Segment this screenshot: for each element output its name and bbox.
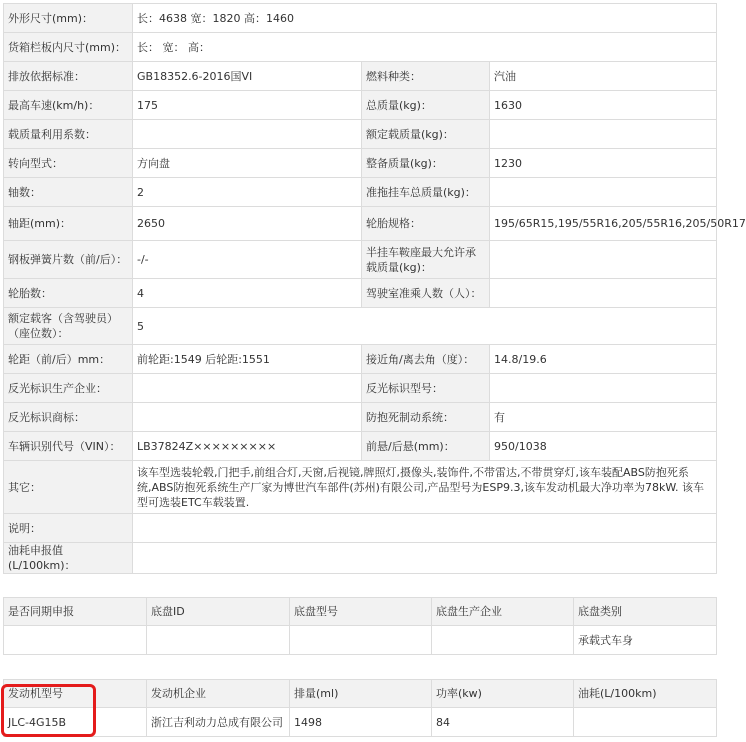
spec-label: 半挂车鞍座最大允许承载质量(kg)： bbox=[362, 241, 490, 279]
spec-label: 钢板弹簧片数（前/后）： bbox=[4, 241, 133, 279]
engine-header-fuel: 油耗(L/100km) bbox=[574, 680, 717, 708]
spec-label: 接近角/离去角（度）： bbox=[362, 345, 490, 374]
spec-row bbox=[4, 178, 717, 207]
spec-label: 反光标识商标： bbox=[4, 403, 133, 432]
spec-value: 195/65R15,195/55R16,205/55R16,205/50R17 bbox=[490, 207, 717, 241]
chassis-header-maker: 底盘生产企业 bbox=[432, 598, 574, 626]
spec-value bbox=[133, 374, 362, 403]
chassis-type-value: 承载式车身 bbox=[574, 626, 717, 655]
spec-value bbox=[133, 514, 717, 543]
spec-row bbox=[4, 91, 717, 120]
spec-label: 最高车速(km/h)： bbox=[4, 91, 133, 120]
chassis-table bbox=[3, 597, 717, 655]
spec-row bbox=[4, 461, 717, 514]
engine-displacement-value: 1498 bbox=[290, 708, 432, 737]
spec-value: 5 bbox=[133, 308, 717, 345]
spec-row bbox=[4, 120, 717, 149]
spec-label: 总质量(kg)： bbox=[362, 91, 490, 120]
spec-label: 说明： bbox=[4, 514, 133, 543]
spec-value: 2 bbox=[133, 178, 362, 207]
spec-value: LB37824Z××××××××× bbox=[133, 432, 362, 461]
chassis-header-sync: 是否同期申报 bbox=[4, 598, 147, 626]
spec-label: 货箱栏板内尺寸(mm)： bbox=[4, 33, 133, 62]
spec-label: 外形尺寸(mm)： bbox=[4, 4, 133, 33]
spec-row bbox=[4, 207, 717, 241]
spec-value: -/- bbox=[133, 241, 362, 279]
spec-label: 整备质量(kg)： bbox=[362, 149, 490, 178]
spec-row bbox=[4, 279, 717, 308]
spec-label: 额定载质量(kg)： bbox=[362, 120, 490, 149]
spec-value: 方向盘 bbox=[133, 149, 362, 178]
spec-label: 驾驶室准乘人数（人）： bbox=[362, 279, 490, 308]
chassis-id-value bbox=[147, 626, 290, 655]
spec-label: 油耗申报值(L/100km)： bbox=[4, 543, 133, 574]
spec-value bbox=[490, 241, 717, 279]
spec-value bbox=[133, 403, 362, 432]
spec-label: 轴距(mm)： bbox=[4, 207, 133, 241]
vehicle-spec-table bbox=[3, 3, 746, 574]
spec-row bbox=[4, 4, 717, 33]
spec-row bbox=[4, 543, 717, 574]
spec-row bbox=[4, 149, 717, 178]
spec-label: 轮距（前/后）mm： bbox=[4, 345, 133, 374]
spec-value: 长：4638 宽：1820 高：1460 bbox=[133, 4, 717, 33]
spec-row bbox=[4, 62, 717, 91]
spec-label: 准拖挂车总质量(kg)： bbox=[362, 178, 490, 207]
engine-header-power: 功率(kw) bbox=[432, 680, 574, 708]
spec-row bbox=[4, 308, 717, 345]
spec-value: 长： 宽： 高： bbox=[133, 33, 717, 62]
chassis-sync-value bbox=[4, 626, 147, 655]
spec-label: 燃料种类： bbox=[362, 62, 490, 91]
spec-row bbox=[4, 241, 717, 279]
engine-header-maker: 发动机企业 bbox=[147, 680, 290, 708]
engine-fuel-value bbox=[574, 708, 717, 737]
engine-header-displacement: 排量(ml) bbox=[290, 680, 432, 708]
spec-row bbox=[4, 403, 717, 432]
spec-value: 2650 bbox=[133, 207, 362, 241]
spec-label: 轴数： bbox=[4, 178, 133, 207]
spec-label: 轮胎数： bbox=[4, 279, 133, 308]
spec-value bbox=[133, 120, 362, 149]
spec-value: 该车型选装轮毂,门把手,前组合灯,天窗,后视镜,牌照灯,摄像头,装饰件,不带雷达,不带贯穿灯,该车装配ABS防抱死系统,ABS防抱死系统生产厂家为博世汽车部件(苏州)有限公司,产品型号为ESP9.3,该车发动机最大净功率为78kW. 该车型可选装ETC车载装置. bbox=[133, 461, 717, 514]
spec-row bbox=[4, 33, 717, 62]
spec-value bbox=[490, 178, 717, 207]
spec-value: 4 bbox=[133, 279, 362, 308]
spec-label: 反光标识型号： bbox=[362, 374, 490, 403]
engine-table bbox=[3, 679, 717, 737]
chassis-header-id: 底盘ID bbox=[147, 598, 290, 626]
spec-label: 转向型式： bbox=[4, 149, 133, 178]
spec-value bbox=[490, 279, 717, 308]
engine-power-value: 84 bbox=[432, 708, 574, 737]
spec-value: 14.8/19.6 bbox=[490, 345, 717, 374]
spec-row bbox=[4, 374, 717, 403]
spec-label: 载质量利用系数： bbox=[4, 120, 133, 149]
chassis-header-type: 底盘类别 bbox=[574, 598, 717, 626]
spec-label: 轮胎规格： bbox=[362, 207, 490, 241]
spec-label: 车辆识别代号（VIN）： bbox=[4, 432, 133, 461]
spec-row bbox=[4, 345, 717, 374]
engine-maker-value: 浙江吉利动力总成有限公司 bbox=[147, 708, 290, 737]
spec-label: 其它： bbox=[4, 461, 133, 514]
spec-value: 1630 bbox=[490, 91, 717, 120]
chassis-maker-value bbox=[432, 626, 574, 655]
spec-label: 防抱死制动系统： bbox=[362, 403, 490, 432]
spec-row bbox=[4, 432, 717, 461]
engine-header-model: 发动机型号 bbox=[4, 680, 147, 708]
spec-value: GB18352.6-2016国VI bbox=[133, 62, 362, 91]
spec-label: 前悬/后悬(mm)： bbox=[362, 432, 490, 461]
spec-value: 1230 bbox=[490, 149, 717, 178]
spec-value: 有 bbox=[490, 403, 717, 432]
chassis-header-model: 底盘型号 bbox=[290, 598, 432, 626]
spec-value: 175 bbox=[133, 91, 362, 120]
engine-model-value: JLC-4G15B bbox=[4, 708, 147, 737]
spec-value bbox=[490, 120, 717, 149]
spec-value: 950/1038 bbox=[490, 432, 717, 461]
spec-row bbox=[4, 514, 717, 543]
spec-label: 额定载客（含驾驶员）（座位数）： bbox=[4, 308, 133, 345]
spec-label: 反光标识生产企业： bbox=[4, 374, 133, 403]
spec-label: 排放依据标准： bbox=[4, 62, 133, 91]
spec-value bbox=[133, 543, 717, 574]
chassis-model-value bbox=[290, 626, 432, 655]
spec-value bbox=[490, 374, 717, 403]
spec-value: 前轮距:1549 后轮距:1551 bbox=[133, 345, 362, 374]
spec-value: 汽油 bbox=[490, 62, 717, 91]
